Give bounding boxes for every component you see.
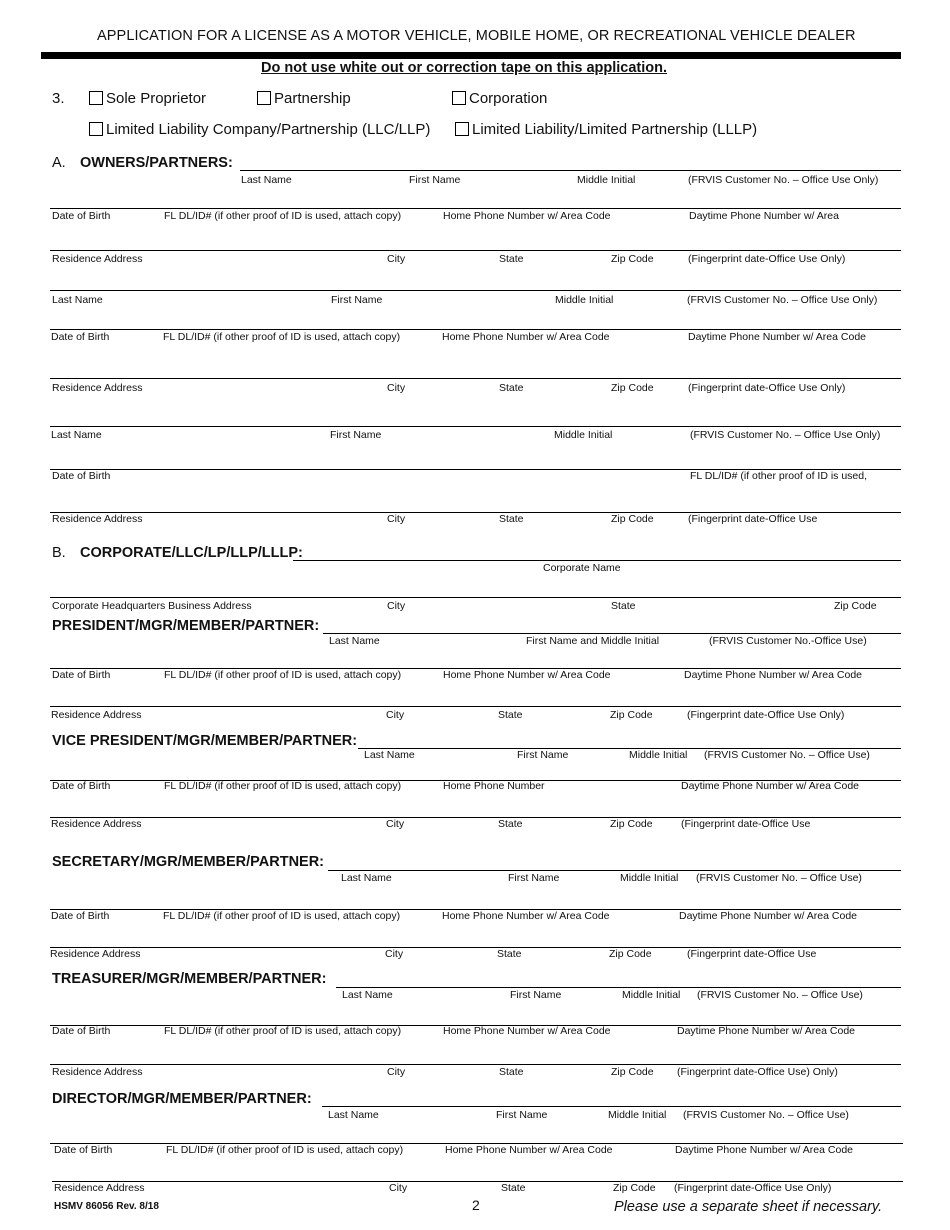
treasurer-dob-label: Date of Birth bbox=[52, 1025, 111, 1037]
vp-home-phone-label: Home Phone Number bbox=[443, 780, 545, 792]
owner1-last-name-label: Last Name bbox=[241, 174, 292, 186]
treasurer-first-name-label: First Name bbox=[510, 989, 562, 1001]
director-frvis-label: (FRVIS Customer No. – Office Use) bbox=[683, 1109, 849, 1121]
secretary-last-name-label: Last Name bbox=[341, 872, 392, 884]
director-heading: DIRECTOR/MGR/MEMBER/PARTNER: bbox=[52, 1091, 312, 1107]
treasurer-heading: TREASURER/MGR/MEMBER/PARTNER: bbox=[52, 971, 327, 987]
president-fldl-label: FL DL/ID# (if other proof of ID is used, attach copy) bbox=[164, 669, 402, 681]
vp-zip-label: Zip Code bbox=[610, 818, 653, 830]
director-first-name-label: First Name bbox=[496, 1109, 548, 1121]
secretary-frvis-label: (FRVIS Customer No. – Office Use) bbox=[696, 872, 862, 884]
secretary-first-name-label: First Name bbox=[508, 872, 560, 884]
owner1-frvis-label: (FRVIS Customer No. – Office Use Only) bbox=[688, 174, 879, 186]
president-home-phone-label: Home Phone Number w/ Area Code bbox=[443, 669, 611, 681]
secretary-middle-label: Middle Initial bbox=[620, 872, 679, 884]
owner1-residence-label: Residence Address bbox=[52, 253, 143, 265]
owner3-zip-label: Zip Code bbox=[611, 513, 654, 525]
treasurer-name-line[interactable] bbox=[336, 987, 901, 988]
hq-city-label: City bbox=[387, 600, 406, 612]
checkbox-icon[interactable] bbox=[257, 91, 271, 105]
director-name-line[interactable] bbox=[322, 1106, 901, 1107]
owner2-city-label: City bbox=[387, 382, 406, 394]
owner2-fingerprint-label: (Fingerprint date-Office Use Only) bbox=[688, 382, 846, 394]
owner1-home-phone-label: Home Phone Number w/ Area Code bbox=[443, 210, 611, 222]
president-city-label: City bbox=[386, 709, 405, 721]
correction-warning: Do not use white out or correction tape on this application. bbox=[261, 60, 668, 76]
section-a-letter: A. bbox=[52, 155, 66, 171]
owner2-frvis-label: (FRVIS Customer No. – Office Use Only) bbox=[687, 294, 878, 306]
treasurer-city-label: City bbox=[387, 1066, 406, 1078]
owner2-name-line[interactable] bbox=[50, 290, 901, 291]
owner2-daytime-label: Daytime Phone Number w/ Area Code bbox=[688, 331, 867, 343]
owner2-residence-label: Residence Address bbox=[52, 382, 143, 394]
owner1-address-line[interactable] bbox=[50, 250, 901, 251]
director-city-label: City bbox=[389, 1182, 408, 1194]
owner1-middle-label: Middle Initial bbox=[577, 174, 636, 186]
treasurer-last-name-label: Last Name bbox=[342, 989, 393, 1001]
option-partnership[interactable]: Partnership bbox=[257, 90, 351, 107]
question-number: 3. bbox=[52, 90, 65, 107]
vp-frvis-label: (FRVIS Customer No. – Office Use) bbox=[704, 749, 870, 761]
owner3-name-line[interactable] bbox=[50, 426, 901, 427]
owner2-zip-label: Zip Code bbox=[611, 382, 654, 394]
form-number: HSMV 86056 Rev. 8/18 bbox=[54, 1201, 159, 1212]
treasurer-residence-label: Residence Address bbox=[52, 1066, 143, 1078]
secretary-residence-label: Residence Address bbox=[50, 948, 141, 960]
treasurer-fingerprint-label: (Fingerprint date-Office Use) Only) bbox=[677, 1066, 838, 1078]
vp-fingerprint-label: (Fingerprint date-Office Use bbox=[681, 818, 811, 830]
owner2-first-name-label: First Name bbox=[331, 294, 383, 306]
checkbox-icon[interactable] bbox=[89, 122, 103, 136]
owner1-fldl-label: FL DL/ID# (if other proof of ID is used, attach copy) bbox=[164, 210, 402, 222]
director-residence-label: Residence Address bbox=[54, 1182, 145, 1194]
treasurer-middle-label: Middle Initial bbox=[622, 989, 681, 1001]
vp-residence-label: Residence Address bbox=[51, 818, 142, 830]
vp-city-label: City bbox=[386, 818, 405, 830]
section-b-letter: B. bbox=[52, 545, 66, 561]
director-fldl-label: FL DL/ID# (if other proof of ID is used, attach copy) bbox=[166, 1144, 404, 1156]
president-daytime-label: Daytime Phone Number w/ Area Code bbox=[684, 669, 863, 681]
secretary-zip-label: Zip Code bbox=[609, 948, 652, 960]
owner1-state-label: State bbox=[499, 253, 524, 265]
vp-last-name-label: Last Name bbox=[364, 749, 415, 761]
president-zip-label: Zip Code bbox=[610, 709, 653, 721]
president-first-middle-label: First Name and Middle Initial bbox=[526, 635, 660, 647]
treasurer-daytime-label: Daytime Phone Number w/ Area Code bbox=[677, 1025, 856, 1037]
director-middle-label: Middle Initial bbox=[608, 1109, 667, 1121]
president-heading: PRESIDENT/MGR/MEMBER/PARTNER: bbox=[52, 618, 320, 634]
corporate-name-label: Corporate Name bbox=[543, 562, 621, 574]
director-daytime-label: Daytime Phone Number w/ Area Code bbox=[675, 1144, 854, 1156]
secretary-fingerprint-label: (Fingerprint date-Office Use bbox=[687, 948, 817, 960]
owner1-fingerprint-label: (Fingerprint date-Office Use Only) bbox=[688, 253, 846, 265]
owner2-home-phone-label: Home Phone Number w/ Area Code bbox=[442, 331, 610, 343]
secretary-dob-label: Date of Birth bbox=[51, 910, 110, 922]
owner3-city-label: City bbox=[387, 513, 406, 525]
secretary-home-phone-label: Home Phone Number w/ Area Code bbox=[442, 910, 610, 922]
owner2-fldl-label: FL DL/ID# (if other proof of ID is used, attach copy) bbox=[163, 331, 401, 343]
form-title: APPLICATION FOR A LICENSE AS A MOTOR VEHICLE, MOBILE HOME, OR RECREATIONAL VEHICLE DEALER bbox=[97, 28, 856, 44]
vp-middle-label: Middle Initial bbox=[629, 749, 688, 761]
owner3-dob-label: Date of Birth bbox=[52, 470, 111, 482]
hq-address-label: Corporate Headquarters Business Address bbox=[52, 600, 252, 612]
option-corporation[interactable]: Corporation bbox=[452, 90, 547, 107]
director-home-phone-label: Home Phone Number w/ Area Code bbox=[445, 1144, 613, 1156]
owner2-state-label: State bbox=[499, 382, 524, 394]
page-number: 2 bbox=[472, 1197, 480, 1213]
section-b-heading: CORPORATE/LLC/LP/LLP/LLLP: bbox=[80, 545, 303, 561]
president-frvis-label: (FRVIS Customer No.-Office Use) bbox=[709, 635, 867, 647]
secretary-name-line[interactable] bbox=[328, 870, 901, 871]
owner1-first-name-label: First Name bbox=[409, 174, 461, 186]
director-zip-label: Zip Code bbox=[613, 1182, 656, 1194]
corporate-name-line[interactable] bbox=[293, 560, 901, 561]
secretary-fldl-label: FL DL/ID# (if other proof of ID is used, attach copy) bbox=[163, 910, 401, 922]
president-dob-label: Date of Birth bbox=[52, 669, 111, 681]
owner2-address-line[interactable] bbox=[50, 378, 901, 379]
vp-fldl-label: FL DL/ID# (if other proof of ID is used, attach copy) bbox=[164, 780, 402, 792]
president-last-name-label: Last Name bbox=[329, 635, 380, 647]
vp-daytime-label: Daytime Phone Number w/ Area Code bbox=[681, 780, 860, 792]
president-address-line[interactable] bbox=[50, 706, 901, 707]
director-state-label: State bbox=[501, 1182, 526, 1194]
owner2-dob-line[interactable] bbox=[50, 329, 901, 330]
owner1-city-label: City bbox=[387, 253, 406, 265]
separate-sheet-note: Please use a separate sheet if necessary. bbox=[614, 1199, 883, 1215]
treasurer-frvis-label: (FRVIS Customer No. – Office Use) bbox=[697, 989, 863, 1001]
owner3-frvis-label: (FRVIS Customer No. – Office Use Only) bbox=[690, 429, 881, 441]
owner1-daytime-label: Daytime Phone Number w/ Area bbox=[689, 210, 839, 222]
header-rule bbox=[41, 52, 901, 59]
president-state-label: State bbox=[498, 709, 523, 721]
owner2-dob-label: Date of Birth bbox=[51, 331, 110, 343]
owner3-residence-label: Residence Address bbox=[52, 513, 143, 525]
treasurer-state-label: State bbox=[499, 1066, 524, 1078]
owner3-last-name-label: Last Name bbox=[51, 429, 102, 441]
owner3-fingerprint-label: (Fingerprint date-Office Use bbox=[688, 513, 818, 525]
checkbox-icon[interactable] bbox=[452, 91, 466, 105]
option-sole-proprietor[interactable]: Sole Proprietor bbox=[89, 90, 206, 107]
owner3-fldl-label: FL DL/ID# (if other proof of ID is used, bbox=[690, 470, 868, 482]
director-last-name-label: Last Name bbox=[328, 1109, 379, 1121]
owner2-last-name-label: Last Name bbox=[52, 294, 103, 306]
vp-state-label: State bbox=[498, 818, 523, 830]
owner1-zip-label: Zip Code bbox=[611, 253, 654, 265]
owner3-state-label: State bbox=[499, 513, 524, 525]
owner2-middle-label: Middle Initial bbox=[555, 294, 614, 306]
treasurer-fldl-label: FL DL/ID# (if other proof of ID is used, attach copy) bbox=[164, 1025, 402, 1037]
option-lllp[interactable]: Limited Liability/Limited Partnership (LLLP) bbox=[455, 121, 757, 138]
treasurer-zip-label: Zip Code bbox=[611, 1066, 654, 1078]
vp-first-name-label: First Name bbox=[517, 749, 569, 761]
owner3-first-name-label: First Name bbox=[330, 429, 382, 441]
treasurer-home-phone-label: Home Phone Number w/ Area Code bbox=[443, 1025, 611, 1037]
owner1-dob-label: Date of Birth bbox=[52, 210, 111, 222]
vp-dob-label: Date of Birth bbox=[52, 780, 111, 792]
hq-zip-label: Zip Code bbox=[834, 600, 877, 612]
hq-address-line[interactable] bbox=[50, 597, 901, 598]
president-name-line[interactable] bbox=[323, 633, 901, 634]
president-fingerprint-label: (Fingerprint date-Office Use Only) bbox=[687, 709, 845, 721]
option-llc-llp[interactable]: Limited Liability Company/Partnership (LLC/LLP) bbox=[89, 121, 430, 138]
director-dob-label: Date of Birth bbox=[54, 1144, 113, 1156]
section-a-heading: OWNERS/PARTNERS: bbox=[80, 155, 233, 171]
hq-state-label: State bbox=[611, 600, 636, 612]
treasurer-address-line[interactable] bbox=[50, 1064, 901, 1065]
checkbox-icon[interactable] bbox=[455, 122, 469, 136]
vice-president-heading: VICE PRESIDENT/MGR/MEMBER/PARTNER: bbox=[52, 733, 358, 749]
director-fingerprint-label: (Fingerprint date-Office Use Only) bbox=[674, 1182, 832, 1194]
secretary-city-label: City bbox=[385, 948, 404, 960]
checkbox-icon[interactable] bbox=[89, 91, 103, 105]
president-residence-label: Residence Address bbox=[51, 709, 142, 721]
secretary-state-label: State bbox=[497, 948, 522, 960]
secretary-daytime-label: Daytime Phone Number w/ Area Code bbox=[679, 910, 858, 922]
owner1-name-line[interactable] bbox=[240, 170, 901, 171]
owner3-middle-label: Middle Initial bbox=[554, 429, 613, 441]
secretary-heading: SECRETARY/MGR/MEMBER/PARTNER: bbox=[52, 854, 325, 870]
owner1-dob-line[interactable] bbox=[50, 208, 901, 209]
